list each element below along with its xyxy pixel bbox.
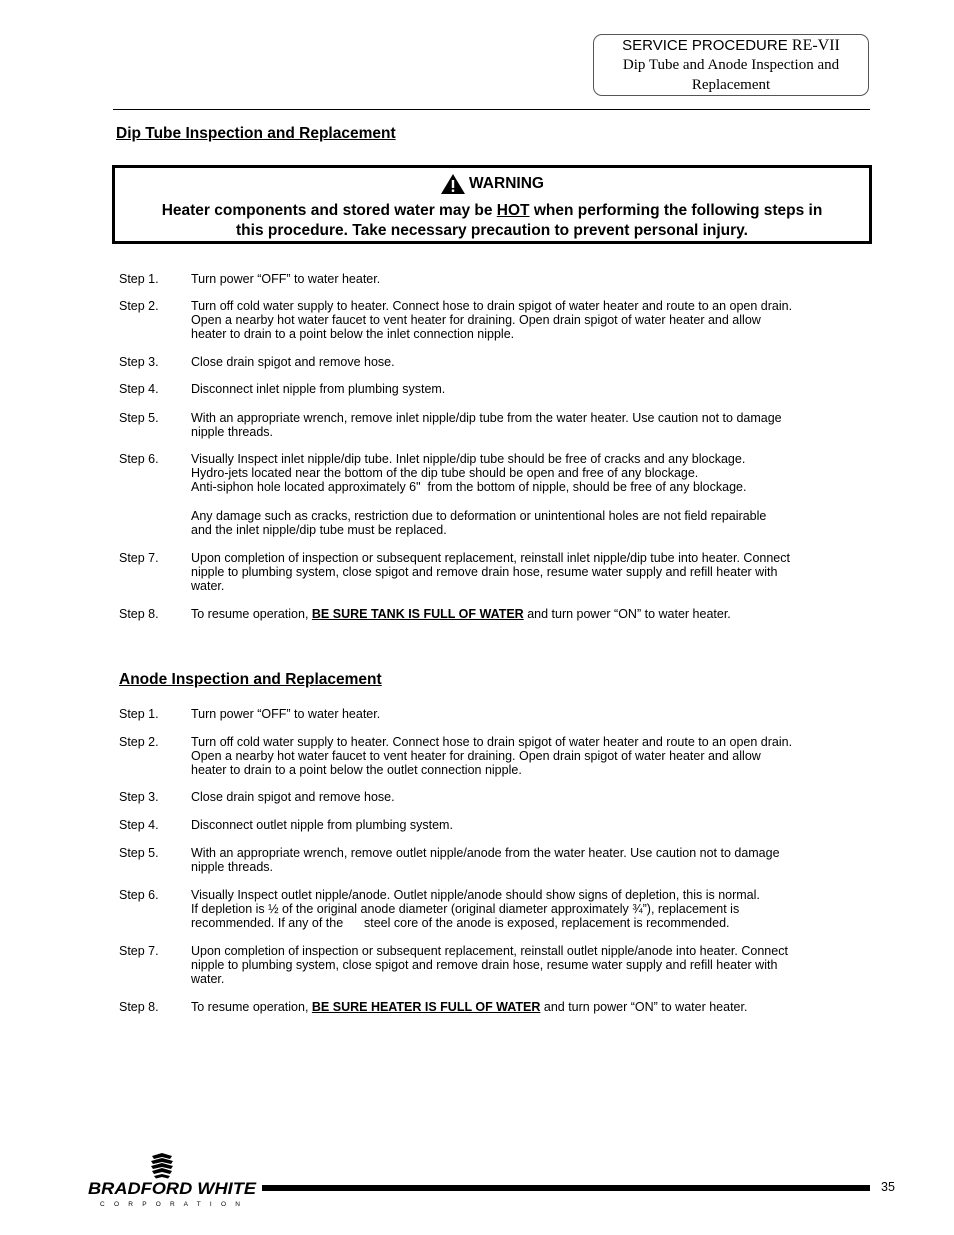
step-text-line: Any damage such as cracks, restriction due to deformation or unintentional holes are not field repairable — [191, 509, 767, 523]
step-label: Step 8. — [119, 1000, 159, 1014]
warning-box — [112, 165, 872, 244]
step-text — [191, 818, 831, 832]
step-text-line: and the inlet nipple/dip tube must be replaced. — [191, 523, 447, 537]
step-text — [191, 790, 831, 804]
step-label: Step 7. — [119, 551, 159, 565]
procedure-title-line2: Replacement — [691, 77, 771, 93]
step-emphasis: BE SURE HEATER IS FULL OF WATER — [311, 1000, 541, 1014]
warning-text-post: when performing the following steps in — [533, 202, 823, 219]
step-text — [191, 382, 831, 396]
step-label: Step 4. — [119, 818, 159, 832]
dip-tube-section-title: Dip Tube Inspection and Replacement — [116, 125, 396, 142]
procedure-code: RE-VII — [791, 37, 840, 54]
step-text-line: nipple to plumbing system, close spigot and remove drain hose, resume water supply and refill heater with — [191, 958, 778, 972]
step-emphasis: BE SURE TANK IS FULL OF WATER — [311, 607, 524, 621]
footer-bar — [262, 1185, 870, 1191]
step-text-line: Disconnect outlet nipple from plumbing system. — [191, 818, 453, 832]
step-text-pre: To resume operation, — [191, 607, 312, 621]
warning-triangle-icon — [440, 173, 466, 195]
anode-section-title: Anode Inspection and Replacement — [119, 671, 382, 688]
step-text-line: heater to drain to a point below the outlet connection nipple. — [191, 763, 522, 777]
warning-heading — [440, 173, 544, 195]
step-text — [191, 735, 831, 777]
step-text — [191, 607, 831, 621]
step-label: Step 4. — [119, 382, 159, 396]
step-text-line: water. — [191, 972, 225, 986]
step-text-line: Open a nearby hot water faucet to vent heater for draining. Open drain spigot of water heater and allow — [191, 313, 761, 327]
step-text-post: and turn power “ON” to water heater. — [540, 1000, 748, 1014]
step-text-line: Visually Inspect inlet nipple/dip tube. Inlet nipple/dip tube should be free of cracks and any blockage. — [191, 452, 746, 466]
step-text-line: Hydro-jets located near the bottom of the dip tube should be open and free of any blockage. — [191, 466, 699, 480]
step-text-line — [191, 607, 831, 621]
step-text — [191, 1000, 831, 1014]
step-text-line: Close drain spigot and remove hose. — [191, 790, 395, 804]
step-text-pre: To resume operation, — [191, 1000, 312, 1014]
svg-text:BRADFORD WHITE: BRADFORD WHITE — [88, 1179, 257, 1198]
step-text-post: and turn power “ON” to water heater. — [523, 607, 731, 621]
step-text — [191, 452, 831, 494]
step-text — [191, 944, 831, 986]
step-label: Step 3. — [119, 790, 159, 804]
warning-title: WARNING — [469, 175, 544, 192]
warning-line-2: this procedure. Take necessary precaution to prevent personal injury. — [236, 222, 748, 239]
warning-text-pre: Heater components and stored water may be — [161, 202, 493, 219]
svg-text:C O R P O R A T I O N: C O R P O R A T I O N — [100, 1201, 240, 1208]
step-text-line: Disconnect inlet nipple from plumbing system. — [191, 382, 446, 396]
step-text-line: Open a nearby hot water faucet to vent heater for draining. Open drain spigot of water heater and allow — [191, 749, 761, 763]
warning-hot: HOT — [496, 202, 530, 219]
step-text — [191, 846, 831, 874]
step-text-line: Upon completion of inspection or subsequent replacement, reinstall outlet nipple/anode into heater. Connect — [191, 944, 788, 958]
header-rule — [113, 109, 870, 110]
step-label: Step 5. — [119, 411, 159, 425]
step-label: Step 6. — [119, 452, 159, 466]
bradford-white-logo — [88, 1153, 263, 1209]
step-text — [191, 551, 831, 593]
step-text-line: Turn power “OFF” to water heater. — [191, 272, 381, 286]
step-text-line: Close drain spigot and remove hose. — [191, 355, 395, 369]
procedure-id — [594, 36, 868, 55]
step-label: Step 2. — [119, 735, 159, 749]
step-label: Step 5. — [119, 846, 159, 860]
step-label: Step 6. — [119, 888, 159, 902]
step-label: Step 1. — [119, 707, 159, 721]
step-text — [191, 355, 831, 369]
procedure-label: SERVICE PROCEDURE — [622, 37, 788, 54]
page-number: 35 — [881, 1180, 895, 1194]
step-text — [191, 707, 831, 721]
step-label: Step 1. — [119, 272, 159, 286]
step-label: Step 8. — [119, 607, 159, 621]
step-text-line: Turn off cold water supply to heater. Connect hose to drain spigot of water heater and route to an open drain. — [191, 735, 793, 749]
step-text-line: With an appropriate wrench, remove inlet nipple/dip tube from the water heater. Use caution not to damage — [191, 411, 782, 425]
warning-line-1 — [115, 201, 869, 221]
step-text — [191, 509, 831, 537]
procedure-title-line1: Dip Tube and Anode Inspection and — [622, 57, 840, 73]
step-label: Step 7. — [119, 944, 159, 958]
step-text-line: Visually Inspect outlet nipple/anode. Outlet nipple/anode should show signs of depletion, this is normal. — [191, 888, 760, 902]
step-text-line — [191, 1000, 831, 1014]
step-text-line: nipple threads. — [191, 860, 274, 874]
step-text-line: With an appropriate wrench, remove outlet nipple/anode from the water heater. Use caution not to damage — [191, 846, 780, 860]
step-text — [191, 272, 831, 286]
step-text-line: If depletion is ½ of the original anode diameter (original diameter approximately ¾”), replacement is — [191, 902, 740, 916]
step-label: Step 3. — [119, 355, 159, 369]
step-text-line: Anti-siphon hole located approximately 6" from the bottom of nipple, should be free of any blockage. — [191, 480, 747, 494]
step-text-line: Upon completion of inspection or subsequent replacement, reinstall inlet nipple/dip tube into heater. Connect — [191, 551, 790, 565]
step-label: Step 2. — [119, 299, 159, 313]
step-text-line: nipple to plumbing system, close spigot and remove drain hose, resume water supply and refill heater with — [191, 565, 778, 579]
step-text-line: heater to drain to a point below the inlet connection nipple. — [191, 327, 515, 341]
procedure-header-box — [593, 34, 869, 96]
step-text-line: water. — [191, 579, 225, 593]
step-text — [191, 299, 831, 341]
step-text — [191, 888, 831, 930]
step-text-line: nipple threads. — [191, 425, 274, 439]
step-text-line: Turn off cold water supply to heater. Connect hose to drain spigot of water heater and route to an open drain. — [191, 299, 793, 313]
step-text-line: recommended. If any of the steel core of the anode is exposed, replacement is recommended. — [191, 916, 730, 930]
step-text-line: Turn power “OFF” to water heater. — [191, 707, 381, 721]
step-text — [191, 411, 831, 439]
